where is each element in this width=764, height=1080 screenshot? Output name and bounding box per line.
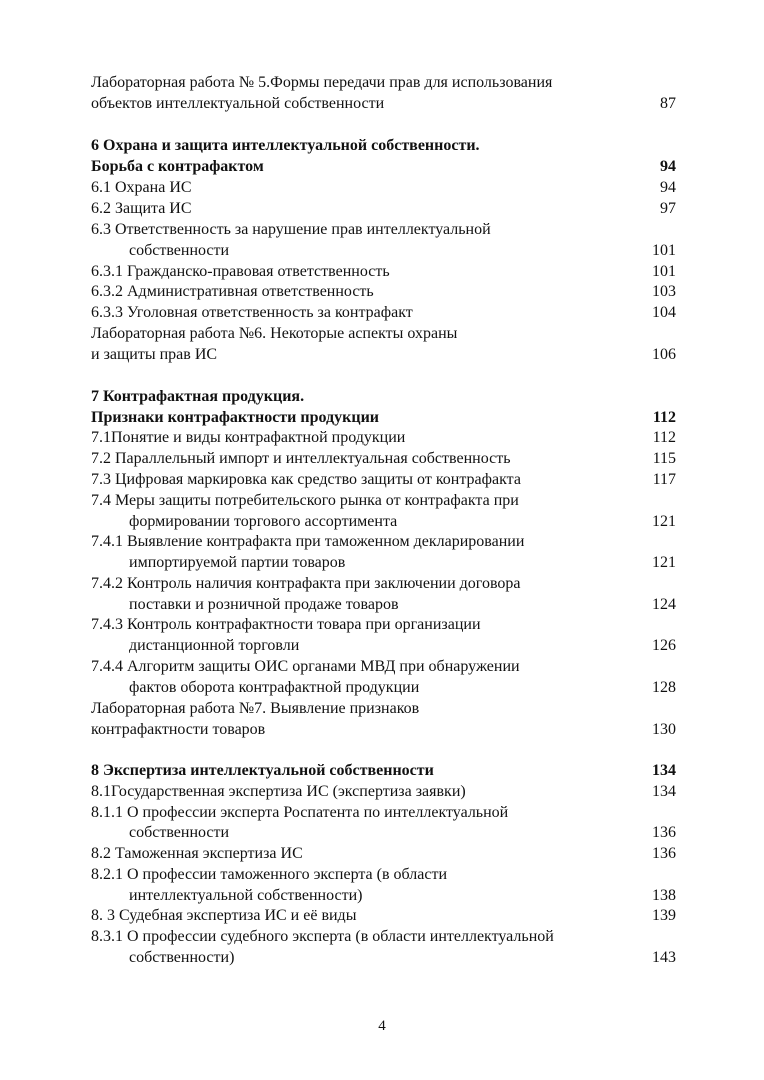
toc-entry [91,699,676,719]
toc-entry-page: 143 [652,949,676,966]
toc-entry-page: 134 [652,762,676,779]
toc-entry [91,178,676,198]
toc-entry [91,906,676,926]
toc-entry-page: 104 [652,304,676,321]
toc-entry [91,408,676,428]
toc-entry-title: 6.3 Ответственность за нарушение прав интеллектуальной [91,221,491,238]
toc-entry-title: 8 Экспертиза интеллектуальной собственности [91,762,434,779]
toc-entry [91,387,676,407]
toc-entry-title: 6.3.3 Уголовная ответственность за контрафакт [91,304,413,321]
toc-entry [91,470,676,490]
toc-entry-title: 7 Контрафактная продукция. [91,388,305,405]
toc-entry-title: объектов интеллектуальной собственности [91,95,385,112]
toc-entry [91,532,676,552]
toc-entry [91,345,676,365]
toc-entry-title: контрафактности товаров [91,721,266,738]
toc-entry-page: 87 [660,95,676,112]
toc-entry-title: 8. 3 Судебная экспертиза ИС и её виды [91,907,357,924]
toc-entry-title: 7.4.4 Алгоритм защиты ОИС органами МВД при обнаружении [91,658,520,675]
toc-entry-title: и защиты прав ИС [91,346,218,363]
toc-entry-page: 101 [652,263,676,280]
toc-entry-page: 112 [652,409,676,426]
toc-entry-title: собственности) [129,949,235,966]
toc-entry-page: 121 [652,513,676,530]
toc-entry-title: 8.3.1 О профессии судебного эксперта (в области интеллектуальной [91,928,554,945]
toc-entry-page: 117 [652,471,676,488]
toc-entry [91,553,676,573]
toc-entry-page: 124 [652,596,676,613]
toc-entry-title: 8.2.1 О профессии таможенного эксперта (в области [91,866,448,883]
toc-entry-title: 7.1Понятие и виды контрафактной продукции [91,429,406,446]
toc-entry-page: 106 [652,346,676,363]
toc-entry-title: Борьба с контрафактом [91,158,264,175]
toc-entry-page: 94 [660,179,676,196]
toc-entry [91,512,676,532]
toc-entry-page: 103 [652,283,676,300]
toc-entry-title: фактов оборота контрафактной продукции [129,679,420,696]
toc-entry-title: собственности [129,242,230,259]
toc-entry-title: Лабораторная работа №7. Выявление признаков [91,700,420,717]
toc-entry [91,844,676,864]
toc-entry-title: 7.4.3 Контроль контрафактности товара при организации [91,616,481,633]
toc-entry [91,927,676,947]
toc-entry-page: 130 [652,721,676,738]
toc-entry-page: 94 [660,158,676,175]
toc-entry [91,803,676,823]
page-number: 4 [378,1018,386,1034]
toc-entry [91,865,676,885]
toc-entry-title: 7.2 Параллельный импорт и интеллектуальная собственность [91,450,511,467]
toc-entry-title: 7.4.2 Контроль наличия контрафакта при заключении договора [91,575,521,592]
toc-entry [91,782,676,802]
toc-entry-title: 6.3.1 Гражданско-правовая ответственность [91,263,390,280]
toc-entry-title: 6.3.2 Административная ответственность [91,283,374,300]
toc-entry-title: 6.2 Защита ИС [91,200,192,217]
toc-entry [91,262,676,282]
toc-entry-page: 121 [652,554,676,571]
toc-entry [91,241,676,261]
toc-entry-title: 7.4 Меры защиты потребительского рынка от контрафакта при [91,492,519,509]
toc-entry [91,761,676,781]
toc-entry-page: 115 [652,450,676,467]
toc-entry-page: 138 [652,887,676,904]
toc-entry-title: поставки и розничной продаже товаров [129,596,399,613]
toc-entry [91,823,676,843]
toc-entry [91,657,676,677]
toc-entry-title: Признаки контрафактности продукции [91,409,379,426]
toc-entry-title: 8.1.1 О профессии эксперта Роспатента по интеллектуальной [91,804,509,821]
toc-entry [91,720,676,740]
toc-entry-title: формировании торгового ассортимента [129,513,398,530]
toc-entry [91,595,676,615]
toc-entry-title: 7.4.1 Выявление контрафакта при таможенном декларировании [91,533,525,550]
toc-entry [91,282,676,302]
toc-entry [91,73,676,93]
toc-entry [91,886,676,906]
toc-entry-title: 8.1Государственная экспертиза ИС (экспертиза заявки) [91,783,466,800]
toc-entry-title: Лабораторная работа № 5.Формы передачи прав для использования [91,74,553,91]
toc-entry [91,136,676,156]
toc-entry [91,491,676,511]
toc-entry-page: 112 [652,429,676,446]
toc-entry [91,324,676,344]
toc-entry [91,94,676,114]
toc-entry-page: 136 [652,845,676,862]
toc-entry-page: 128 [652,679,676,696]
toc-entry-title: 8.2 Таможенная экспертиза ИС [91,845,303,862]
toc-entry [91,199,676,219]
toc-entry-title: интеллектуальной собственности) [129,887,363,904]
toc-entry-title: Лабораторная работа №6. Некоторые аспекты охраны [91,325,458,342]
toc-entry-title: 6 Охрана и защита интеллектуальной собственности. [91,137,480,154]
toc-entry-page: 139 [652,907,676,924]
toc-entry-page: 136 [652,824,676,841]
toc-entry [91,615,676,635]
toc-entry-title: 7.3 Цифровая маркировка как средство защиты от контрафакта [91,471,521,488]
toc-entry [91,574,676,594]
toc-entry-title: 6.1 Охрана ИС [91,179,192,196]
toc-entry-page: 97 [660,200,676,217]
toc-entry [91,220,676,240]
toc-entry [91,157,676,177]
toc-entry-page: 101 [652,242,676,259]
toc-entry [91,678,676,698]
toc-entry-title: собственности [129,824,230,841]
toc-entry [91,636,676,656]
toc-entry-title: импортируемой партии товаров [129,554,346,571]
toc-entry-page: 134 [652,783,676,800]
toc-entry-page: 126 [652,637,676,654]
toc-entry [91,303,676,323]
toc-entry-title: дистанционной торговли [129,637,300,654]
toc-entry [91,948,676,968]
toc-entry [91,428,676,448]
toc-entry [91,449,676,469]
